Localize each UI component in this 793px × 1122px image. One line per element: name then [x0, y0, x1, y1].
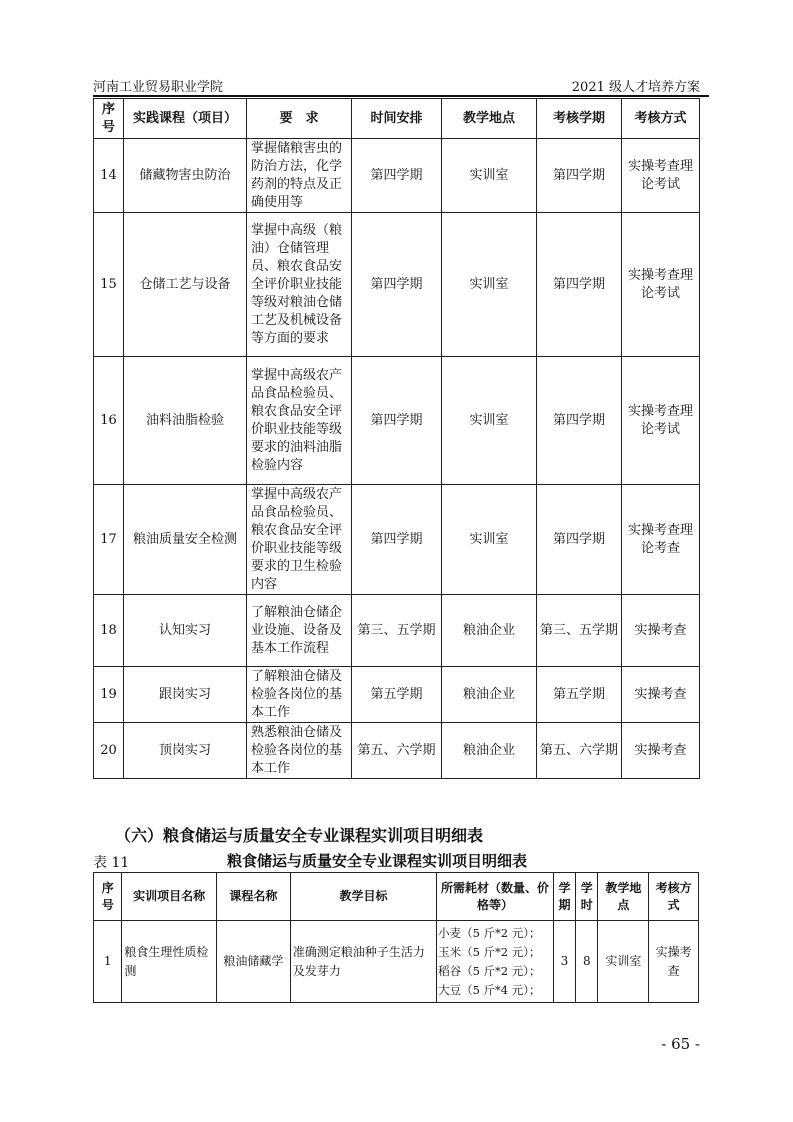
cell-place: 实训室: [442, 213, 537, 357]
cell-term: 第五学期: [537, 667, 622, 723]
cell-req: 了解粮油仓储及检验各岗位的基本工作: [247, 667, 352, 723]
cell-req: 掌握储粮害虫的防治方法，化学药剂的特点及正确使用等: [247, 139, 352, 213]
cell-goal: 准确测定粮油种子生活力及发芽力: [290, 921, 436, 1003]
header-rule: [93, 95, 709, 97]
cell-time: 第四学期: [352, 485, 442, 595]
cell-materials: [437, 921, 554, 1003]
material-item: 大豆（5 斤*4 元）；: [438, 982, 541, 997]
cell-no: 15: [94, 213, 124, 357]
cell-no: 16: [94, 357, 124, 485]
cell-place: 粮油企业: [442, 667, 537, 723]
cell-time: 第四学期: [352, 139, 442, 213]
cell-req: 掌握中高级农产品食品检验员、粮农食品安全评价职业技能等级要求的油料油脂检验内容: [247, 357, 352, 485]
material-item: 稻谷（5 斤*2 元）；: [438, 963, 541, 978]
cell-term: 第五、六学期: [537, 723, 622, 779]
material-item: 玉米（5 斤*2 元）；: [438, 944, 541, 959]
table-row: [94, 357, 700, 485]
cell-term: 第四学期: [537, 357, 622, 485]
cell-place: 实训室: [598, 921, 649, 1003]
col-place: 教学地点: [598, 873, 649, 921]
table1-header-row: [94, 99, 700, 139]
practice-course-table: [93, 98, 700, 779]
table-caption: 粮食储运与质量安全专业课程实训项目明细表: [227, 852, 528, 870]
cell-term: 第三、五学期: [537, 595, 622, 667]
col-item: 实训项目名称: [122, 873, 216, 921]
cell-item: 粮食生理性质检测: [122, 921, 216, 1003]
col-req: 要 求: [247, 99, 352, 139]
cell-method: 实操考查: [622, 667, 700, 723]
training-item-table: [93, 872, 699, 1003]
cell-term: 3: [553, 921, 575, 1003]
col-goal: 教学目标: [290, 873, 436, 921]
col-course: 实践课程（项目）: [124, 99, 247, 139]
col-no: 序号: [94, 873, 122, 921]
table-row: [94, 595, 700, 667]
cell-place: 粮油企业: [442, 595, 537, 667]
cell-req: 熟悉粮油仓储及检验各岗位的基本工作: [247, 723, 352, 779]
cell-course: 粮油储藏学: [216, 921, 290, 1003]
col-method: 考核方式: [622, 99, 700, 139]
table-row: [94, 485, 700, 595]
section-title: （六）粮食储运与质量安全专业课程实训项目明细表: [115, 826, 484, 845]
cell-course: 粮油质量安全检测: [124, 485, 247, 595]
col-materials: 所需耗材（数量、价格等）: [437, 873, 554, 921]
table-number: 表 11: [93, 855, 130, 871]
cell-method: 实操考查理论考查: [622, 485, 700, 595]
cell-method: 实操考查理论考试: [622, 357, 700, 485]
cell-term: 第四学期: [537, 213, 622, 357]
cell-course: 仓储工艺与设备: [124, 213, 247, 357]
table-row: [94, 667, 700, 723]
table-row: [94, 213, 700, 357]
col-term: 学期: [553, 873, 575, 921]
cell-no: 20: [94, 723, 124, 779]
cell-course: 认知实习: [124, 595, 247, 667]
cell-time: 第四学期: [352, 357, 442, 485]
cell-place: 实训室: [442, 357, 537, 485]
cell-hours: 8: [576, 921, 598, 1003]
cell-place: 实训室: [442, 485, 537, 595]
header-school: 河南工业贸易职业学院: [93, 80, 224, 95]
page-number: - 65 -: [661, 1035, 700, 1053]
cell-place: 粮油企业: [442, 723, 537, 779]
cell-req: 掌握中高级农产品食品检验员、粮农食品安全评价职业技能等级要求的卫生检验内容: [247, 485, 352, 595]
col-place: 教学地点: [442, 99, 537, 139]
cell-no: 1: [94, 921, 122, 1003]
cell-no: 18: [94, 595, 124, 667]
cell-no: 14: [94, 139, 124, 213]
col-time: 时间安排: [352, 99, 442, 139]
cell-method: 实操考查: [622, 595, 700, 667]
col-no: 序号: [94, 99, 124, 139]
cell-method: 实操考查理论考试: [622, 213, 700, 357]
table-row: [94, 921, 699, 1003]
cell-place: 实训室: [442, 139, 537, 213]
cell-method: 实操考查: [622, 723, 700, 779]
cell-req: 掌握中高级（粮油）仓储管理员、粮农食品安全评价职业技能等级对粮油仓储工艺及机械设备等方面的要求: [247, 213, 352, 357]
cell-no: 17: [94, 485, 124, 595]
cell-term: 第四学期: [537, 139, 622, 213]
cell-time: 第五、六学期: [352, 723, 442, 779]
cell-course: 顶岗实习: [124, 723, 247, 779]
col-term: 考核学期: [537, 99, 622, 139]
cell-course: 跟岗实习: [124, 667, 247, 723]
cell-course: 油料油脂检验: [124, 357, 247, 485]
cell-req: 了解粮油仓储企业设施、设备及基本工作流程: [247, 595, 352, 667]
cell-time: 第三、五学期: [352, 595, 442, 667]
table-row: [94, 723, 700, 779]
table-row: [94, 139, 700, 213]
table2-header-row: [94, 873, 699, 921]
header-plan: 2021 级人才培养方案: [571, 80, 700, 95]
col-hours: 学时: [576, 873, 598, 921]
cell-time: 第四学期: [352, 213, 442, 357]
cell-method: 实操考查理论考试: [622, 139, 700, 213]
cell-time: 第五学期: [352, 667, 442, 723]
cell-term: 第四学期: [537, 485, 622, 595]
col-method: 考核方式: [649, 873, 699, 921]
cell-course: 储藏物害虫防治: [124, 139, 247, 213]
cell-method: 实操考查: [649, 921, 699, 1003]
material-item: 小麦（5 斤*2 元）；: [438, 925, 541, 940]
cell-no: 19: [94, 667, 124, 723]
col-course: 课程名称: [216, 873, 290, 921]
